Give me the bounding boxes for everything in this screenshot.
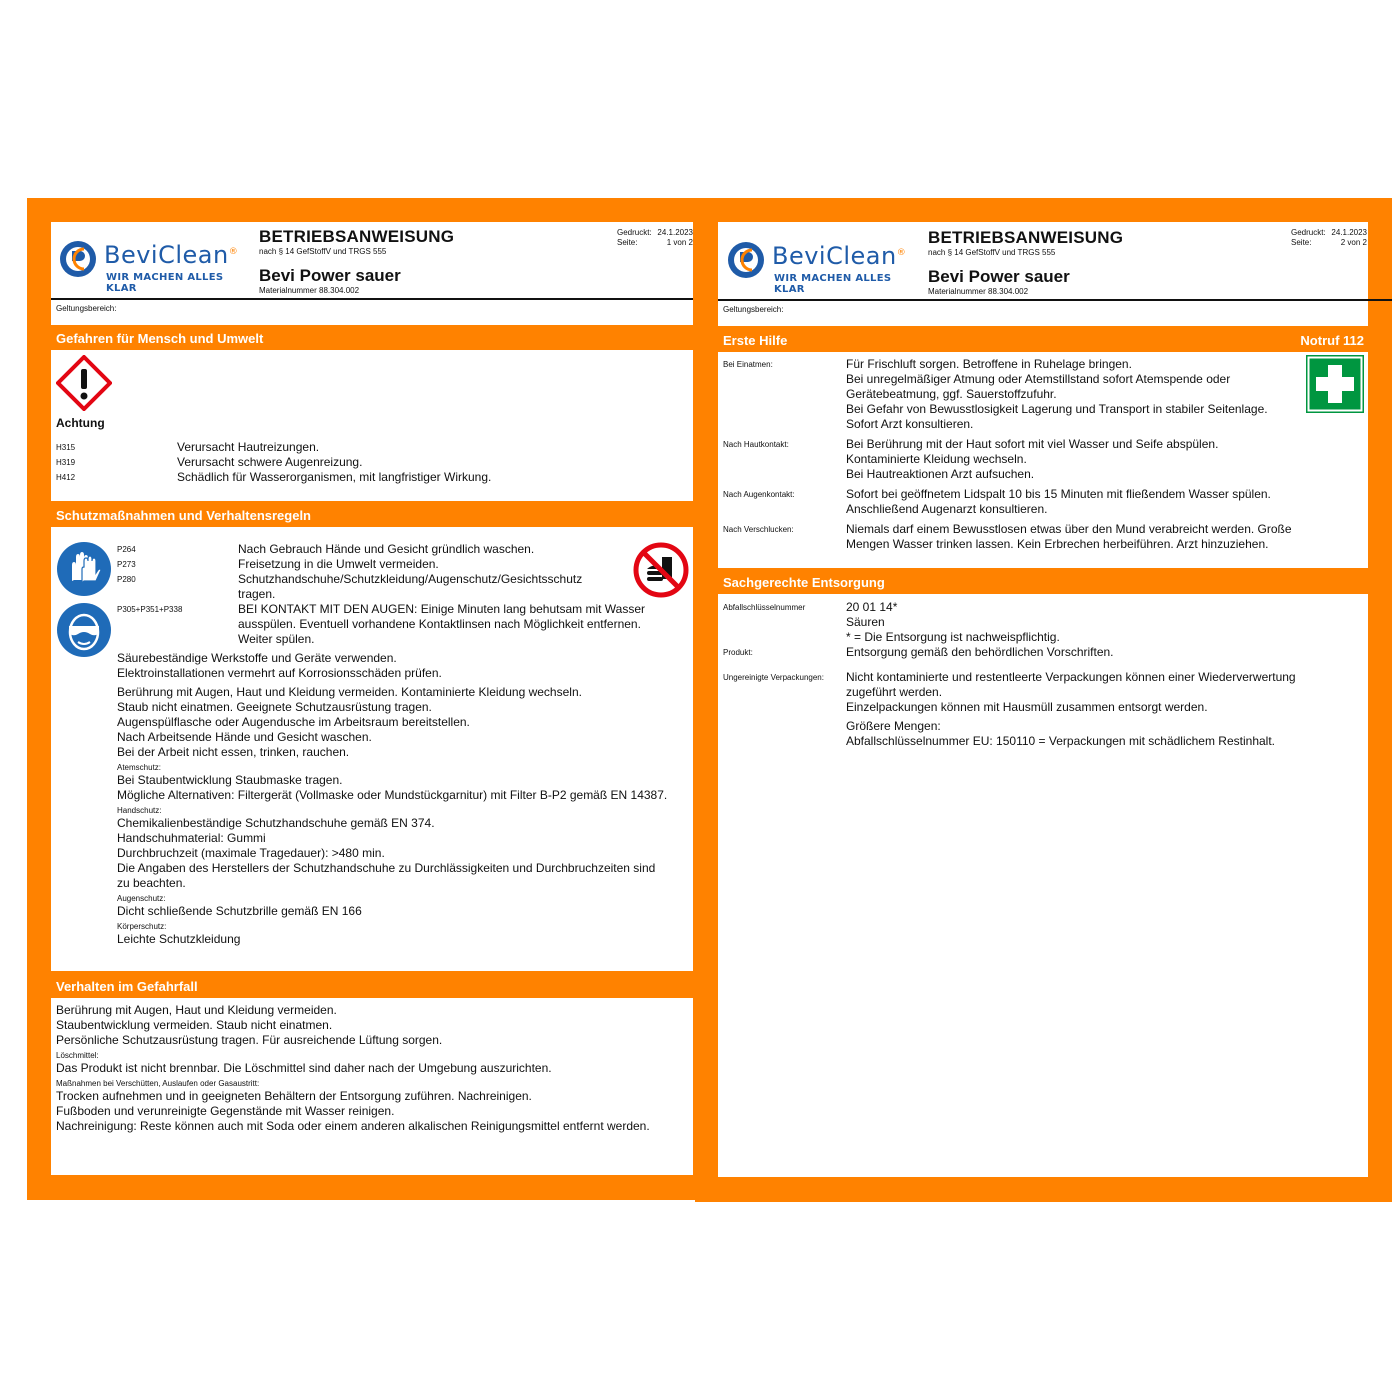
- first-aid-line: Anschließend Augenarzt konsultieren.: [846, 502, 1048, 516]
- first-aid-line: Für Frischluft sorgen. Betroffene in Ruhelage bringen.: [846, 357, 1132, 371]
- rule-line: Die Angaben des Herstellers der Schutzhandschuhe zu Durchlässigkeiten und Durchbruchzeiten sind: [117, 861, 656, 875]
- first-aid-cross-icon: [1306, 355, 1364, 413]
- first-aid-line: Bei Berührung mit der Haut sofort mit viel Wasser und Seife abspülen.: [846, 437, 1219, 451]
- page2-slogan: WIR MACHEN ALLES KLAR: [774, 273, 892, 295]
- disposal-line: * = Die Entsorgung ist nachweispflichtig.: [846, 630, 1060, 644]
- rule-line: Dicht schließende Schutzbrille gemäß EN 166: [117, 904, 362, 918]
- page2-product-name: Bevi Power sauer: [928, 267, 1070, 286]
- page-label: Seite:: [617, 238, 638, 247]
- page1-scope-label: Geltungsbereich:: [56, 304, 117, 313]
- disposal-line: Nicht kontaminierte und restentleerte Verpackungen können einer Wiederverwertung: [846, 670, 1296, 684]
- page2-header-rule: [718, 299, 1392, 301]
- larger-quantities-label: Größere Mengen:: [846, 719, 941, 733]
- protection-general-rules: [117, 651, 687, 947]
- rule-line: Bei Staubentwicklung Staubmaske tragen.: [117, 773, 343, 787]
- disposal-label: Abfallschlüsselnummer: [723, 603, 806, 612]
- rule-line: Leichte Schutzkleidung: [117, 932, 241, 946]
- hazard-code: H315: [56, 443, 76, 452]
- first-aid-line: Sofort Arzt konsultieren.: [846, 417, 974, 431]
- page1-subtitle: nach § 14 GefStoffV und TRGS 555: [259, 247, 387, 256]
- rule-line: Chemikalienbeständige Schutzhandschuhe gemäß EN 374.: [117, 816, 435, 830]
- page-label: Seite:: [1291, 238, 1312, 247]
- disposal-line: Säuren: [846, 615, 885, 629]
- p-statements: [117, 542, 677, 647]
- first-aid-line: Bei unregelmäßiger Atmung oder Atemstillstand sofort Atemspende oder: [846, 372, 1231, 386]
- p-code: P280: [117, 575, 136, 584]
- disposal-item: [723, 600, 1363, 645]
- hazards-heading: Gefahren für Mensch und Umwelt: [56, 331, 264, 346]
- first-aid-item: [723, 437, 1303, 482]
- rule-line: Augenspülflasche oder Augendusche im Arbeitsraum bereitstellen.: [117, 715, 470, 729]
- breathing-protection-label: Atemschutz:: [117, 763, 162, 772]
- first-aid-line: Bei Gefahr von Bewusstlosigkeit Lagerung und Transport in stabiler Seitenlage.: [846, 402, 1268, 416]
- bevi-logo-mark-icon: [726, 240, 766, 280]
- disposal-label: Produkt:: [723, 648, 753, 657]
- p-code: P305+P351+P338: [117, 605, 183, 614]
- page1-brand-name: BeviClean: [104, 241, 229, 269]
- first-aid-line: Kontaminierte Kleidung wechseln.: [846, 452, 1027, 466]
- first-aid-line: Mengen Wasser trinken lassen. Kein Erbrechen herbeiführen. Arzt hinzuziehen.: [846, 537, 1269, 551]
- bevi-logo-mark-icon: [58, 239, 98, 279]
- page1-material-number: Materialnummer 88.304.002: [259, 286, 360, 295]
- printed-date: 24.1.2023: [1331, 228, 1367, 237]
- first-aid-label: Nach Augenkontakt:: [723, 490, 795, 499]
- first-aid-line: Sofort bei geöffnetem Lidspalt 10 bis 15 Minuten mit fließendem Wasser spülen.: [846, 487, 1271, 501]
- page2-brand-mark: ®: [896, 248, 907, 258]
- first-aid-heading: [718, 330, 1368, 352]
- spill-label: Maßnahmen bei Verschütten, Auslaufen oder Gasaustritt:: [56, 1079, 260, 1088]
- gloves-icon: [56, 541, 112, 597]
- p-code: P264: [117, 545, 136, 554]
- first-aid-title: Erste Hilfe: [723, 333, 788, 348]
- disposal-heading: Sachgerechte Entsorgung: [723, 575, 885, 590]
- disposal-list: [723, 600, 1363, 749]
- p-text: Nach Gebrauch Hände und Gesicht gründlich waschen.: [238, 542, 535, 556]
- rule-line: Bei der Arbeit nicht essen, trinken, rauchen.: [117, 745, 350, 759]
- page2-material-number: Materialnummer 88.304.002: [928, 287, 1029, 296]
- page2-title: BETRIEBSANWEISUNG: [928, 228, 1124, 247]
- signal-word: Achtung: [56, 416, 105, 430]
- p-text-line: Weiter spülen.: [238, 632, 315, 646]
- disposal-line: Entsorgung gemäß den behördlichen Vorschriften.: [846, 645, 1114, 659]
- emergency-line: Berührung mit Augen, Haut und Kleidung vermeiden.: [56, 1003, 337, 1017]
- hazard-text: Verursacht Hautreizungen.: [177, 440, 320, 454]
- hazard-code: H412: [56, 473, 76, 482]
- rule-line: Staub nicht einatmen. Geeignete Schutzausrüstung tragen.: [117, 700, 432, 714]
- p-text-line: BEI KONTAKT MIT DEN AUGEN: Einige Minuten lang behutsam mit Wasser: [238, 602, 646, 616]
- rule-line: Mögliche Alternativen: Filtergerät (Vollmaske oder Mundstückgarnitur) mit Filter B-P2 gemäß EN 14387.: [117, 788, 668, 802]
- rule-line: Elektroinstallationen vermehrt auf Korrosionsschäden prüfen.: [117, 666, 442, 680]
- page1-title: BETRIEBSANWEISUNG: [259, 227, 455, 246]
- emergency-line: Trocken aufnehmen und in geeigneten Behältern der Entsorgung zuführen. Nachreinigen.: [56, 1089, 532, 1103]
- hazard-text: Schädlich für Wasserorganismen, mit langfristiger Wirkung.: [177, 470, 492, 484]
- first-aid-line: Gerätebeatmung, ggf. Sauerstoffzufuhr.: [846, 387, 1057, 401]
- first-aid-label: Nach Verschlucken:: [723, 525, 794, 534]
- page-number: 2 von 2: [1340, 238, 1367, 247]
- printed-label: Gedruckt:: [1291, 228, 1326, 237]
- page1-product-name: Bevi Power sauer: [259, 266, 401, 285]
- page-number: 1 von 2: [666, 238, 693, 247]
- disposal-line: Einzelpackungen können mit Hausmüll zusammen entsorgt werden.: [846, 700, 1208, 714]
- rule-line: Handschuhmaterial: Gummi: [117, 831, 266, 845]
- body-protection-label: Körperschutz:: [117, 922, 167, 931]
- disposal-item: [723, 645, 1363, 660]
- page1-slogan: WIR MACHEN ALLES KLAR: [106, 272, 224, 294]
- hazard-statement-row: [56, 470, 676, 485]
- hazard-statement-row: [56, 455, 676, 470]
- emergency-content: [56, 1003, 686, 1134]
- p-code: P273: [117, 560, 136, 569]
- rule-line: Durchbruchzeit (maximale Tragedauer): >480 min.: [117, 846, 385, 860]
- page2-print-meta: [1291, 228, 1367, 248]
- page2-brand-logo: [726, 240, 916, 295]
- emergency-heading: Verhalten im Gefahrfall: [56, 979, 198, 994]
- printed-date: 24.1.2023: [657, 228, 693, 237]
- emergency-line: Nachreinigung: Reste können auch mit Soda oder einem anderen alkalischen Reinigungsmittel entfernt werden.: [56, 1119, 650, 1133]
- extinguishing-label: Löschmittel:: [56, 1051, 99, 1060]
- p-text-line: tragen.: [238, 587, 276, 601]
- emergency-line: Das Produkt ist nicht brennbar. Die Löschmittel sind daher nach der Umgebung auszurichten.: [56, 1061, 552, 1075]
- hazard-text: Verursacht schwere Augenreizung.: [177, 455, 363, 469]
- hazard-statements: [56, 440, 676, 485]
- emergency-call-number: Notruf 112: [1300, 333, 1364, 348]
- hazard-code: H319: [56, 458, 76, 467]
- first-aid-label: Nach Hautkontakt:: [723, 440, 789, 449]
- p-text: Freisetzung in die Umwelt vermeiden.: [238, 557, 439, 571]
- rule-line: Berührung mit Augen, Haut und Kleidung vermeiden. Kontaminierte Kleidung wechseln.: [117, 685, 582, 699]
- first-aid-item: [723, 357, 1303, 432]
- disposal-label: Ungereinigte Verpackungen:: [723, 673, 824, 682]
- page2-subtitle: nach § 14 GefStoffV und TRGS 555: [928, 248, 1056, 257]
- disposal-line: Abfallschlüsselnummer EU: 150110 = Verpackungen mit schädlichem Restinhalt.: [846, 734, 1275, 748]
- hazard-statement-row: [56, 440, 676, 455]
- page1-brand-mark: ®: [228, 247, 239, 257]
- printed-label: Gedruckt:: [617, 228, 652, 237]
- page1-brand-logo: [58, 239, 248, 294]
- p-statement-row: [117, 572, 677, 602]
- eye-protection-label: Augenschutz:: [117, 894, 166, 903]
- p-statement-row: [117, 557, 677, 572]
- ghs-exclamation-icon: [56, 355, 112, 411]
- first-aid-list: [723, 357, 1303, 552]
- emergency-line: Staubentwicklung vermeiden. Staub nicht einatmen.: [56, 1018, 333, 1032]
- page2-brand-name: BeviClean: [772, 242, 897, 270]
- emergency-line: Fußboden und verunreinigte Gegenstände mit Wasser reinigen.: [56, 1104, 395, 1118]
- page2-scope-label: Geltungsbereich:: [723, 305, 784, 314]
- p-statement-row: [117, 542, 677, 557]
- rule-line: zu beachten.: [117, 876, 186, 890]
- first-aid-item: [723, 522, 1303, 552]
- first-aid-line: Bei Hautreaktionen Arzt aufsuchen.: [846, 467, 1035, 481]
- disposal-item: [723, 670, 1363, 749]
- first-aid-label: Bei Einatmen:: [723, 360, 773, 369]
- page1-header-rule: [51, 298, 693, 300]
- rule-line: Säurebeständige Werkstoffe und Geräte verwenden.: [117, 651, 397, 665]
- safety-goggles-icon: [56, 602, 112, 658]
- p-text-line: Schutzhandschuhe/Schutzkleidung/Augenschutz/Gesichtsschutz: [238, 572, 583, 586]
- protection-heading: Schutzmaßnahmen und Verhaltensregeln: [56, 508, 311, 523]
- hand-protection-label: Handschutz:: [117, 806, 162, 815]
- first-aid-item: [723, 487, 1303, 517]
- page1-print-meta: [617, 228, 693, 248]
- disposal-line: 20 01 14*: [846, 600, 898, 614]
- disposal-line: zugeführt werden.: [846, 685, 943, 699]
- first-aid-line: Niemals darf einem Bewusstlosen etwas über den Mund verabreicht werden. Große: [846, 522, 1292, 536]
- emergency-line: Persönliche Schutzausrüstung tragen. Für ausreichende Lüftung sorgen.: [56, 1033, 443, 1047]
- p-text-line: ausspülen. Eventuell vorhandene Kontaktlinsen nach Möglichkeit entfernen.: [238, 617, 641, 631]
- rule-line: Nach Arbeitsende Hände und Gesicht waschen.: [117, 730, 372, 744]
- p-statement-row: [117, 602, 677, 647]
